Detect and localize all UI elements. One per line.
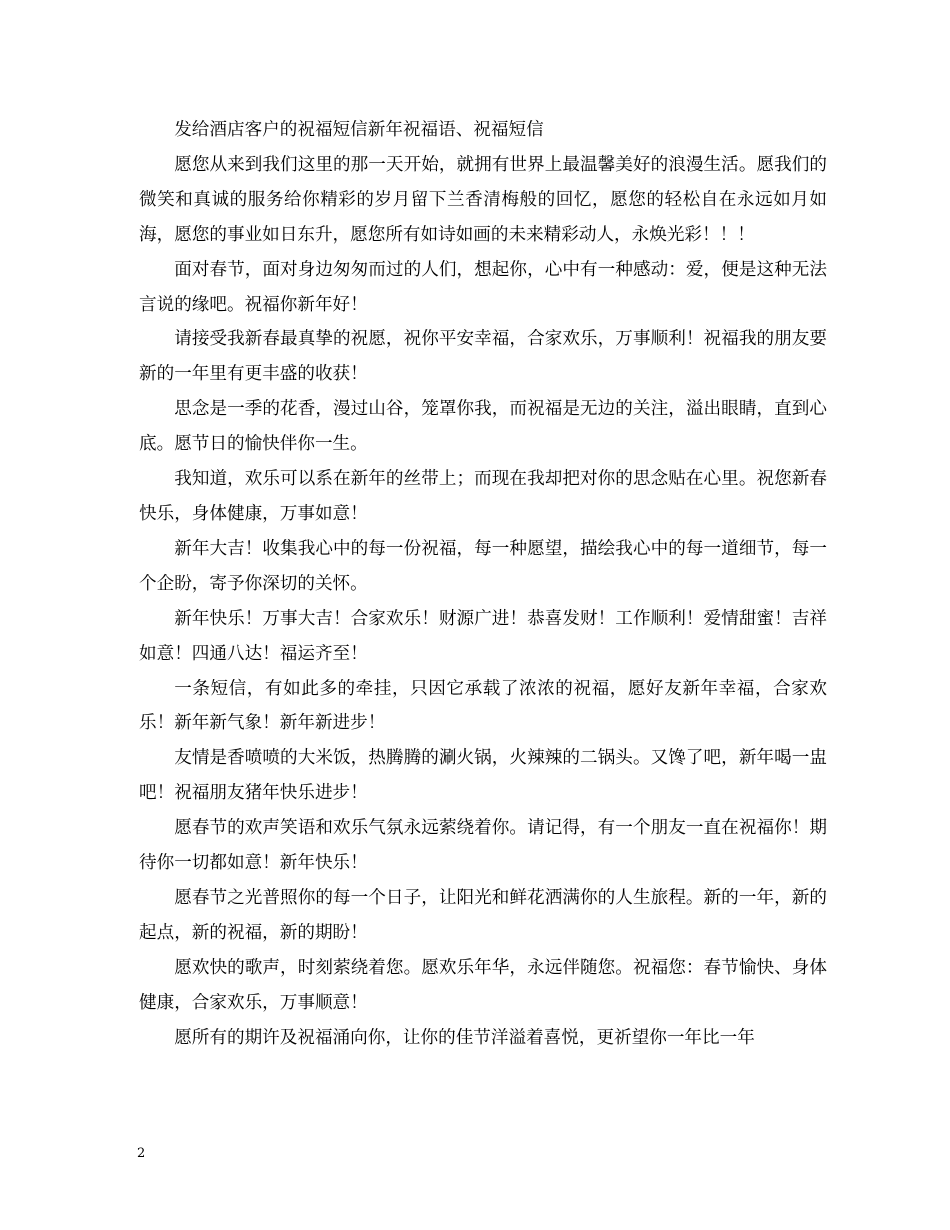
paragraph-13: 愿所有的期许及祝福涌向你，让你的佳节洋溢着喜悦，更祈望你一年比一年 <box>174 1027 755 1048</box>
paragraph-2: 面对春节，面对身边匆匆而过的人们，想起你，心中有一种感动：爱，便是这种无法言说的缘吧。祝福你新年好！ <box>139 259 827 315</box>
document-title: 发给酒店客户的祝福短信新年祝福语、祝福短信 <box>174 120 544 140</box>
paragraph-1: 愿您从来到我们这里的那一天开始，就拥有世界上最温馨美好的浪漫生活。愿我们的微笑和真诚的服务给你精彩的岁月留下兰香清梅般的回忆，愿您的轻松自在永远如月如海，愿您的事业如日东升，愿您所有如诗如画的未来精彩动人，永焕光彩！！！ <box>139 154 827 245</box>
paragraph-10: 愿春节的欢声笑语和欢乐气氛永远萦绕着你。请记得，有一个朋友一直在祝福你！期待你一切都如意！新年快乐！ <box>139 818 827 874</box>
paragraph-9: 友情是香喷喷的大米饭，热腾腾的涮火锅，火辣辣的二锅头。又馋了吧，新年喝一盅吧！祝福朋友猪年快乐进步！ <box>139 748 827 804</box>
paragraph-3: 请接受我新春最真挚的祝愿，祝你平安幸福，合家欢乐，万事顺利！祝福我的朋友要新的一年里有更丰盛的收获！ <box>139 329 827 385</box>
paragraph-11: 愿春节之光普照你的每一个日子，让阳光和鲜花洒满你的人生旅程。新的一年，新的起点，新的祝福，新的期盼！ <box>139 887 827 943</box>
paragraph-5: 我知道，欢乐可以系在新年的丝带上；而现在我却把对你的思念贴在心里。祝您新春快乐，身体健康，万事如意！ <box>139 469 827 524</box>
paragraph-4: 思念是一季的花香，漫过山谷，笼罩你我，而祝福是无边的关注，溢出眼睛，直到心底。愿节日的愉快伴你一生。 <box>139 399 827 455</box>
document-body <box>139 113 827 1055</box>
paragraph-8: 一条短信，有如此多的牵挂，只因它承载了浓浓的祝福，愿好友新年幸福，合家欢乐！新年新气象！新年新进步！ <box>139 678 827 734</box>
paragraph-6: 新年大吉！收集我心中的每一份祝福，每一种愿望，描绘我心中的每一道细节，每一个企盼，寄予你深切的关怀。 <box>139 538 827 594</box>
page-number: 2 <box>137 1146 146 1161</box>
paragraph-7: 新年快乐！万事大吉！合家欢乐！财源广进！恭喜发财！工作顺利！爱情甜蜜！吉祥如意！四通八达！福运齐至！ <box>139 608 827 664</box>
paragraph-12: 愿欢快的歌声，时刻萦绕着您。愿欢乐年华，永远伴随您。祝福您：春节愉快、身体健康，合家欢乐，万事顺意！ <box>139 957 827 1013</box>
